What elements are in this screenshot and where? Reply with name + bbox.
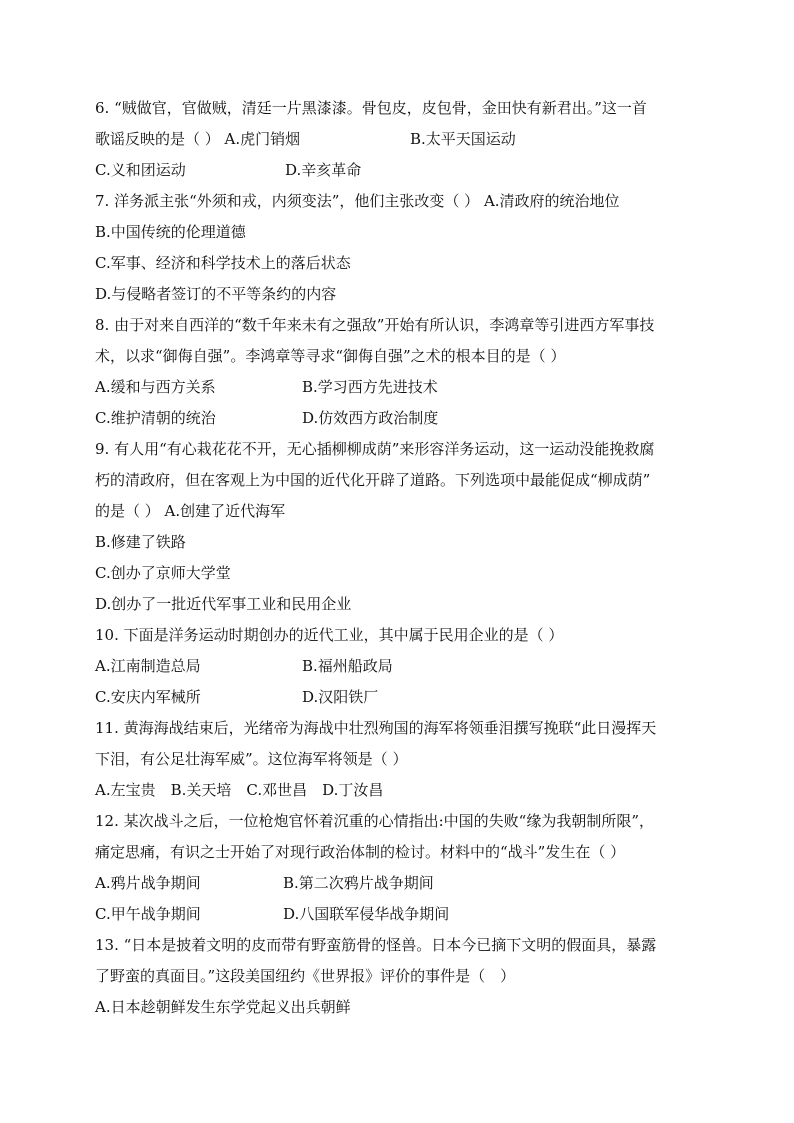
q10-option-d: D.汉阳铁厂 (302, 688, 379, 706)
q12-option-d: D.八国联军侵华战争期间 (283, 905, 450, 923)
q12-option-a: A.鸦片战争期间 (95, 874, 201, 892)
q10-option-b: B.福州船政局 (302, 657, 393, 675)
q12-option-c: C.甲午战争期间 (95, 905, 201, 923)
q9-option-d: D.创办了一批近代军事工业和民用企业 (95, 595, 352, 613)
q10-option-a: A.江南制造总局 (95, 657, 201, 675)
question-list (95, 93, 700, 1023)
q8-options-cd (95, 403, 700, 434)
q7-option-d: D.与侵略者签订的不平等条约的内容 (95, 285, 337, 303)
q9-stem-line-2: 朽的清政府，但在客观上为中国的近代化开辟了道路。下列选项中最能促成“柳成荫” (95, 471, 651, 489)
q13-stem-line-1: 13. “日本是披着文明的皮而带有野蛮筋骨的怪兽。日本今已摘下文明的假面具，暴露 (95, 936, 657, 954)
q7-option-b: B.中国传统的伦理道德 (95, 223, 246, 241)
q8-option-b: B.学习西方先进技术 (302, 378, 438, 396)
q9-stem-line-3: 的是（ ） A.创建了近代海军 (95, 502, 286, 520)
q8-option-a: A.缓和与西方关系 (95, 378, 216, 396)
q11-options: A.左宝贵 B.关天培 C.邓世昌 D.丁汝昌 (95, 781, 384, 799)
q12-options-ab (95, 868, 700, 899)
q7-option-c: C.军事、经济和科学技术上的落后状态 (95, 254, 351, 272)
q6-option-b: B.太平天国运动 (410, 130, 516, 148)
q6-options-cd (95, 155, 700, 186)
q8-stem-line-2: 术，以求“御侮自强”。李鸿章等寻求“御侮自强”之术的根本目的是（ ） (95, 347, 566, 365)
q6-stem-line-2: 歌谣反映的是（ ） A.虎门销烟 B.太平天国运动 (95, 124, 700, 155)
q12-stem-line-2: 痛定思痛，有识之士开始了对现行政治体制的检讨。材料中的“战斗”发生在（ ） (95, 843, 626, 861)
q8-options-ab (95, 372, 700, 403)
q6-stem-line-1: 6. “贼做官，官做贼，清廷一片黑漆漆。骨包皮，皮包骨，金田快有新君出。”这一首 (95, 99, 647, 117)
q10-stem-line-1: 10. 下面是洋务运动时期创办的近代工业，其中属于民用企业的是（ ） (95, 626, 564, 644)
q6-option-d: D.辛亥革命 (285, 161, 362, 179)
q11-stem-line-2: 下泪，有公足壮海军威”。这位海军将领是（ ） (95, 750, 408, 768)
q8-option-d: D.仿效西方政治制度 (302, 409, 439, 427)
q12-stem-line-1: 12. 某次战斗之后，一位枪炮官怀着沉重的心情指出:中国的失败“缘为我朝制所限”， (95, 812, 655, 830)
q7-stem-line-1: 7. 洋务派主张“外须和戎，内须变法”，他们主张改变（ ） A.清政府的统治地位 (95, 192, 620, 210)
q11-stem-line-1: 11. 黄海海战结束后，光绪帝为海战中壮烈殉国的海军将领垂泪撰写挽联“此日漫挥天 (95, 719, 657, 737)
q13-option-a: A.日本趁朝鲜发生东学党起义出兵朝鲜 (95, 998, 351, 1016)
q9-option-c: C.创办了京师大学堂 (95, 564, 231, 582)
q10-options-cd (95, 682, 700, 713)
q10-options-ab (95, 651, 700, 682)
q9-option-b: B.修建了铁路 (95, 533, 186, 551)
q12-option-b: B.第二次鸦片战争期间 (283, 874, 434, 892)
q10-option-c: C.安庆内军械所 (95, 688, 201, 706)
q6-option-c: C.义和团运动 (95, 161, 186, 179)
q13-stem-line-2: 了野蛮的真面目。”这段美国纽约《世界报》评价的事件是（ ） (95, 967, 516, 985)
q8-stem-line-1: 8. 由于对来自西洋的“数千年来未有之强敌”开始有所认识，李鸿章等引进西方军事技 (95, 316, 655, 334)
q9-stem-line-1: 9. 有人用“有心栽花花不开，无心插柳柳成荫”来形容洋务运动，这一运动没能挽救腐 (95, 440, 655, 458)
q8-option-c: C.维护清朝的统治 (95, 409, 216, 427)
q12-options-cd (95, 899, 700, 930)
